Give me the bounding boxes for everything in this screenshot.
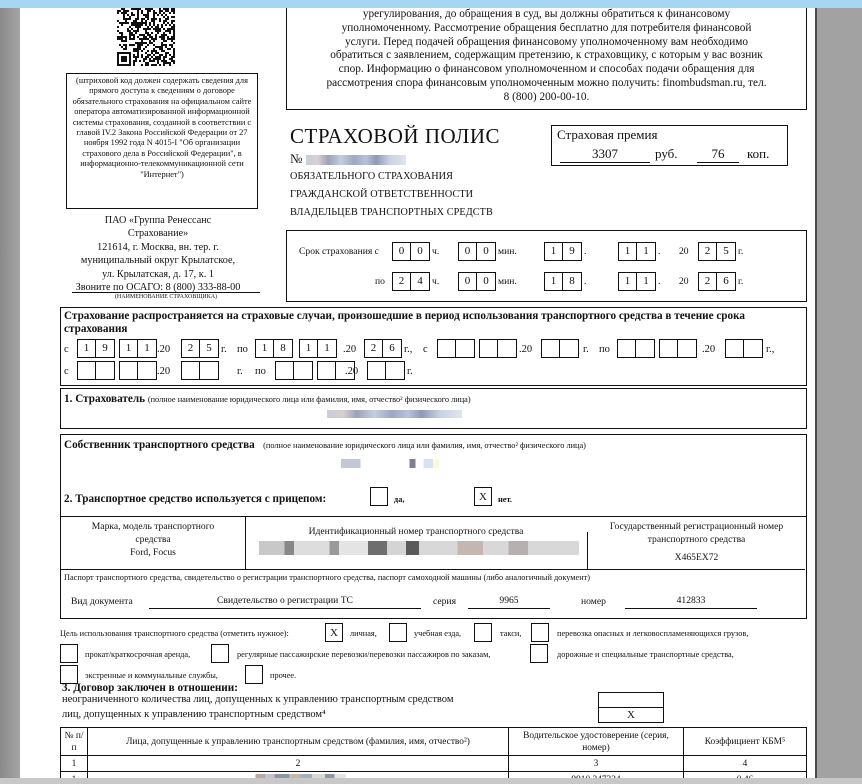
dot: .	[584, 276, 587, 287]
from-label: с	[64, 344, 69, 355]
p1-to-month: 1 1	[299, 339, 337, 358]
notice-line: 8 (800) 200-00-10.	[503, 90, 590, 103]
viewer-left-margin	[0, 8, 20, 784]
purpose-rental-label: прокат/краткосрочная аренда,	[85, 650, 191, 659]
hour-unit: ч.	[432, 276, 440, 287]
viewer-bottom-bar	[0, 778, 862, 784]
doc-type-label: Вид документа	[71, 596, 133, 607]
policy-subtitle-1: ОБЯЗАТЕЛЬНОГО СТРАХОВАНИЯ	[290, 171, 454, 182]
divider	[245, 516, 246, 570]
purpose-training-checkbox[interactable]	[389, 623, 407, 642]
contract-unlimited-label: неограниченного количества лиц, допущенных к управлению транспортным средством	[62, 694, 454, 705]
purpose-road-special-checkbox[interactable]	[530, 644, 548, 663]
doc-type-value: Свидетельство о регистрации ТС	[149, 595, 421, 609]
index-cell: 2	[88, 756, 509, 772]
to-label: по	[599, 344, 610, 355]
p2-to-year	[725, 339, 763, 358]
index-cell: 3	[509, 756, 684, 772]
p2-from-day	[437, 339, 475, 358]
purpose-personal-checkbox[interactable]: X	[325, 623, 343, 642]
qr-note: (штриховой код должен содержать сведения для прямого доступа к сведениям о договоре обязательного страхования на официальном сайте оператора автоматизированной информационной системы страхования, созданной в соответствии с главой IV.2 Закона Российской Федерации от 27 ноября 1992 года N 4015-I "Об организации страхового дела в Российской Федерации", в информационно-телекоммуникационной сети "Интернет")	[66, 73, 258, 209]
usage-period-heading: Страхование распространяется на страховые случаи, произошедшие в период использования транспортного средства в течение срока страхования	[64, 310, 745, 335]
redacted-insured-name	[327, 410, 462, 418]
insurer-name-2: Страхование»	[127, 228, 189, 240]
notice-line: услуги. Перед подачей обращения финансовому уполномоченному вам необходимо	[344, 35, 749, 48]
owner-box	[60, 434, 807, 517]
ombudsman-notice	[286, 8, 807, 110]
term-from-label: Срок страхования с	[299, 246, 379, 257]
index-cell: 1	[61, 756, 88, 772]
to-day: 1 8	[544, 272, 582, 291]
year-prefix: .20	[345, 366, 359, 377]
to-year: 2 6	[698, 272, 736, 291]
vehicle-make-cell	[61, 520, 245, 559]
hour-unit: ч.	[432, 246, 440, 257]
year-prefix: .20	[157, 344, 171, 355]
term-to-label: по	[375, 276, 385, 287]
qr-code	[117, 8, 175, 66]
divider	[72, 292, 260, 293]
from-hours: 0 0	[392, 242, 430, 261]
insured-box	[60, 388, 807, 429]
rub-unit: руб.	[655, 146, 678, 161]
purpose-personal-label: личная,	[350, 629, 377, 638]
p3-to-year	[367, 361, 405, 380]
policy-subtitle-3: ВЛАДЕЛЬЦЕВ ТРАНСПОРТНЫХ СРЕДСТВ	[290, 207, 493, 218]
p1-from-day: 1 9	[77, 339, 115, 358]
notice-line: спор. Информацию о финансовом уполномоченном и способах подачи обращения для	[338, 63, 755, 76]
p2-from-year	[541, 339, 579, 358]
to-label: по	[237, 344, 248, 355]
trailer-no-label: нет.	[498, 495, 512, 504]
insurer-address-1: 121614, г. Москва, вн. тер. г.	[97, 241, 219, 253]
from-month: 1 1	[618, 242, 656, 261]
series-label: серия	[433, 596, 456, 607]
owner-label-wrap	[64, 439, 586, 451]
vehicle-make-value: Ford, Focus	[130, 547, 176, 558]
redacted-policy-number	[306, 155, 406, 165]
year-unit: г.,	[766, 344, 775, 355]
viewer-right-margin	[815, 8, 862, 784]
to-label: по	[255, 366, 266, 377]
purpose-dangerous-cargo-checkbox[interactable]	[531, 623, 549, 642]
purpose-emergency-label: экстренные и коммунальные службы,	[85, 671, 218, 680]
dot: .	[584, 246, 587, 257]
kop-unit: коп.	[747, 146, 770, 161]
insurer-info	[48, 214, 268, 294]
insurance-term-box	[286, 230, 807, 302]
insurer-address-3: ул. Крылатская, д. 17, к. 1	[102, 268, 214, 280]
purpose-dangerous-cargo-label: перевозка опасных и легковоспламеняющихся грузов,	[557, 629, 749, 638]
purpose-training-label: учебная езда,	[414, 629, 462, 638]
redacted-owner-name	[341, 459, 439, 468]
purpose-passenger-checkbox[interactable]	[211, 644, 229, 663]
year-prefix: .20	[702, 344, 716, 355]
contract-limited-label: лиц, допущенных к управлению транспортным средством⁴	[62, 709, 326, 720]
from-label: с	[64, 366, 69, 377]
insurer-address-2: муниципальный округ Крылатское,	[80, 255, 236, 267]
purpose-other-label: прочее.	[270, 671, 297, 680]
from-year: 2 5	[698, 242, 736, 261]
year-unit: г.	[407, 366, 413, 377]
purpose-rental-checkbox[interactable]	[60, 644, 78, 663]
p1-to-day: 1 8	[255, 339, 293, 358]
p2-to-day	[617, 339, 655, 358]
insurer-phone: Звоните по ОСАГО: 8 (800) 333-88-00	[75, 282, 241, 294]
purpose-section	[60, 621, 807, 683]
col-header-name: Лица, допущенные к управлению транспортным средством (фамилия, имя, отчество²)	[88, 728, 509, 756]
viewer-top-bar	[0, 0, 862, 8]
p1-to-year: 2 6	[364, 339, 402, 358]
contract-unlimited-checkbox[interactable]	[598, 692, 664, 708]
redacted-vin	[259, 541, 579, 555]
year-unit: г.	[738, 276, 744, 287]
insurer-caption: (НАИМЕНОВАНИЕ СТРАХОВЩИКА)	[114, 294, 218, 300]
p3-to-day	[275, 361, 313, 380]
from-minutes: 0 0	[458, 242, 496, 261]
year-unit: г.	[221, 344, 227, 355]
p2-to-month	[659, 339, 697, 358]
premium-box	[551, 125, 788, 166]
number-label: номер	[581, 596, 606, 607]
min-unit: мин.	[498, 276, 517, 287]
vehicle-make-header: Марка, модель транспортного средства	[91, 521, 215, 545]
trailer-yes-checkbox[interactable]	[370, 487, 388, 506]
notice-line: уполномоченному. Рассмотрение обращения бесплатно для потребителя финансовой	[341, 21, 752, 34]
col-header-number: № п/п	[61, 728, 88, 756]
number-value: 412833	[625, 595, 757, 609]
contract-limited-checkbox[interactable]: X	[598, 707, 664, 723]
year-unit: г.	[738, 246, 744, 257]
premium-kopecks: 76	[697, 146, 739, 163]
from-day: 1 9	[544, 242, 582, 261]
year-prefix: .20	[157, 366, 171, 377]
p2-from-month	[479, 339, 517, 358]
table-index-row	[61, 756, 807, 772]
dot: .	[658, 246, 661, 257]
notice-line: рассмотрения спора финансовым уполномоченным можно получить: finombudsman.ru, тел.	[326, 76, 767, 89]
p1-from-year: 2 5	[181, 339, 219, 358]
policy-title: СТРАХОВОЙ ПОЛИС	[290, 124, 501, 148]
to-month: 1 1	[618, 272, 656, 291]
p3-from-year	[181, 361, 219, 380]
vehicle-box	[60, 516, 807, 619]
trailer-yes-label: да,	[394, 495, 405, 504]
year-unit: г.,	[404, 344, 413, 355]
policy-number	[290, 151, 406, 167]
to-hours: 2 4	[392, 272, 430, 291]
p3-from-day	[77, 361, 115, 380]
owner-hint: (полное наименование юридического лица или фамилия, имя, отчество² физического лица)	[263, 441, 586, 450]
from-label: с	[423, 344, 428, 355]
year-prefix: 20	[679, 276, 689, 287]
insurer-name-1: ПАО «Группа Ренессанс	[104, 215, 212, 226]
insured-hint: (полное наименование юридического лица или фамилия, имя, отчество² физического лица)	[147, 395, 471, 404]
year-prefix: 20	[679, 246, 689, 257]
trailer-no-checkbox[interactable]: X	[474, 487, 492, 506]
premium-label: Страховая премия	[557, 127, 658, 142]
purpose-taxi-label: такси,	[500, 629, 522, 638]
plate-value: Х465ЕХ72	[674, 552, 719, 563]
col-header-license: Водительское удостоверение (серия, номер)	[509, 728, 684, 756]
plate-header: Государственный регистрационный номер транспортного средства	[609, 521, 784, 545]
year-prefix: .20	[343, 344, 357, 355]
policy-subtitle-2: ГРАЖДАНСКОЙ ОТВЕТСТВЕННОСТИ	[290, 189, 474, 200]
purpose-taxi-checkbox[interactable]	[474, 623, 492, 642]
table-header-row	[61, 728, 807, 756]
vin-header: Идентификационный номер транспортного средства	[308, 526, 524, 537]
purpose-other-checkbox[interactable]	[245, 665, 263, 684]
insured-label-wrap	[64, 393, 471, 405]
purpose-label: Цель использования транспортного средства (отметить нужное):	[60, 629, 289, 638]
document-page	[20, 8, 815, 784]
purpose-passenger-label: регулярные пассажирские перевозки/перевозки пассажиров по заказам,	[237, 650, 491, 659]
usage-period-box	[60, 307, 807, 386]
col-header-kbm: Коэффициент КБМ⁵	[684, 728, 807, 756]
insured-label: 1. Страхователь	[64, 393, 146, 405]
min-unit: мин.	[498, 246, 517, 257]
p1-from-month: 1 1	[119, 339, 157, 358]
owner-label: Собственник транспортного средства	[64, 439, 255, 451]
to-minutes: 0 0	[458, 272, 496, 291]
contract-heading: 3. Договор заключен в отношении:	[62, 682, 238, 694]
series-value: 9965	[468, 595, 550, 609]
year-unit: г.	[237, 366, 243, 377]
doc-caption: Паспорт транспортного средства, свидетельство о регистрации транспортного средства, паспорт самоходной машины (либо аналогичный документ)	[64, 573, 591, 582]
year-unit: г.	[583, 344, 589, 355]
number-prefix: №	[290, 151, 303, 166]
year-prefix: .20	[519, 344, 533, 355]
trailer-label: 2. Транспортное средство используется с прицепом:	[64, 493, 327, 505]
p3-from-month	[119, 361, 157, 380]
dot: .	[658, 276, 661, 287]
notice-line: урегулирования, до обращения в суд, вы должны обратиться к финансовому	[362, 8, 731, 20]
notice-line: обратиться с заявлением, содержащим претензию, к страховщику, с которым у вас возник	[330, 49, 763, 62]
index-cell: 4	[684, 756, 807, 772]
purpose-road-special-label: дорожные и специальные транспортные средства,	[557, 650, 734, 659]
premium-rubles: 3307	[560, 146, 650, 163]
drivers-table	[60, 727, 807, 784]
